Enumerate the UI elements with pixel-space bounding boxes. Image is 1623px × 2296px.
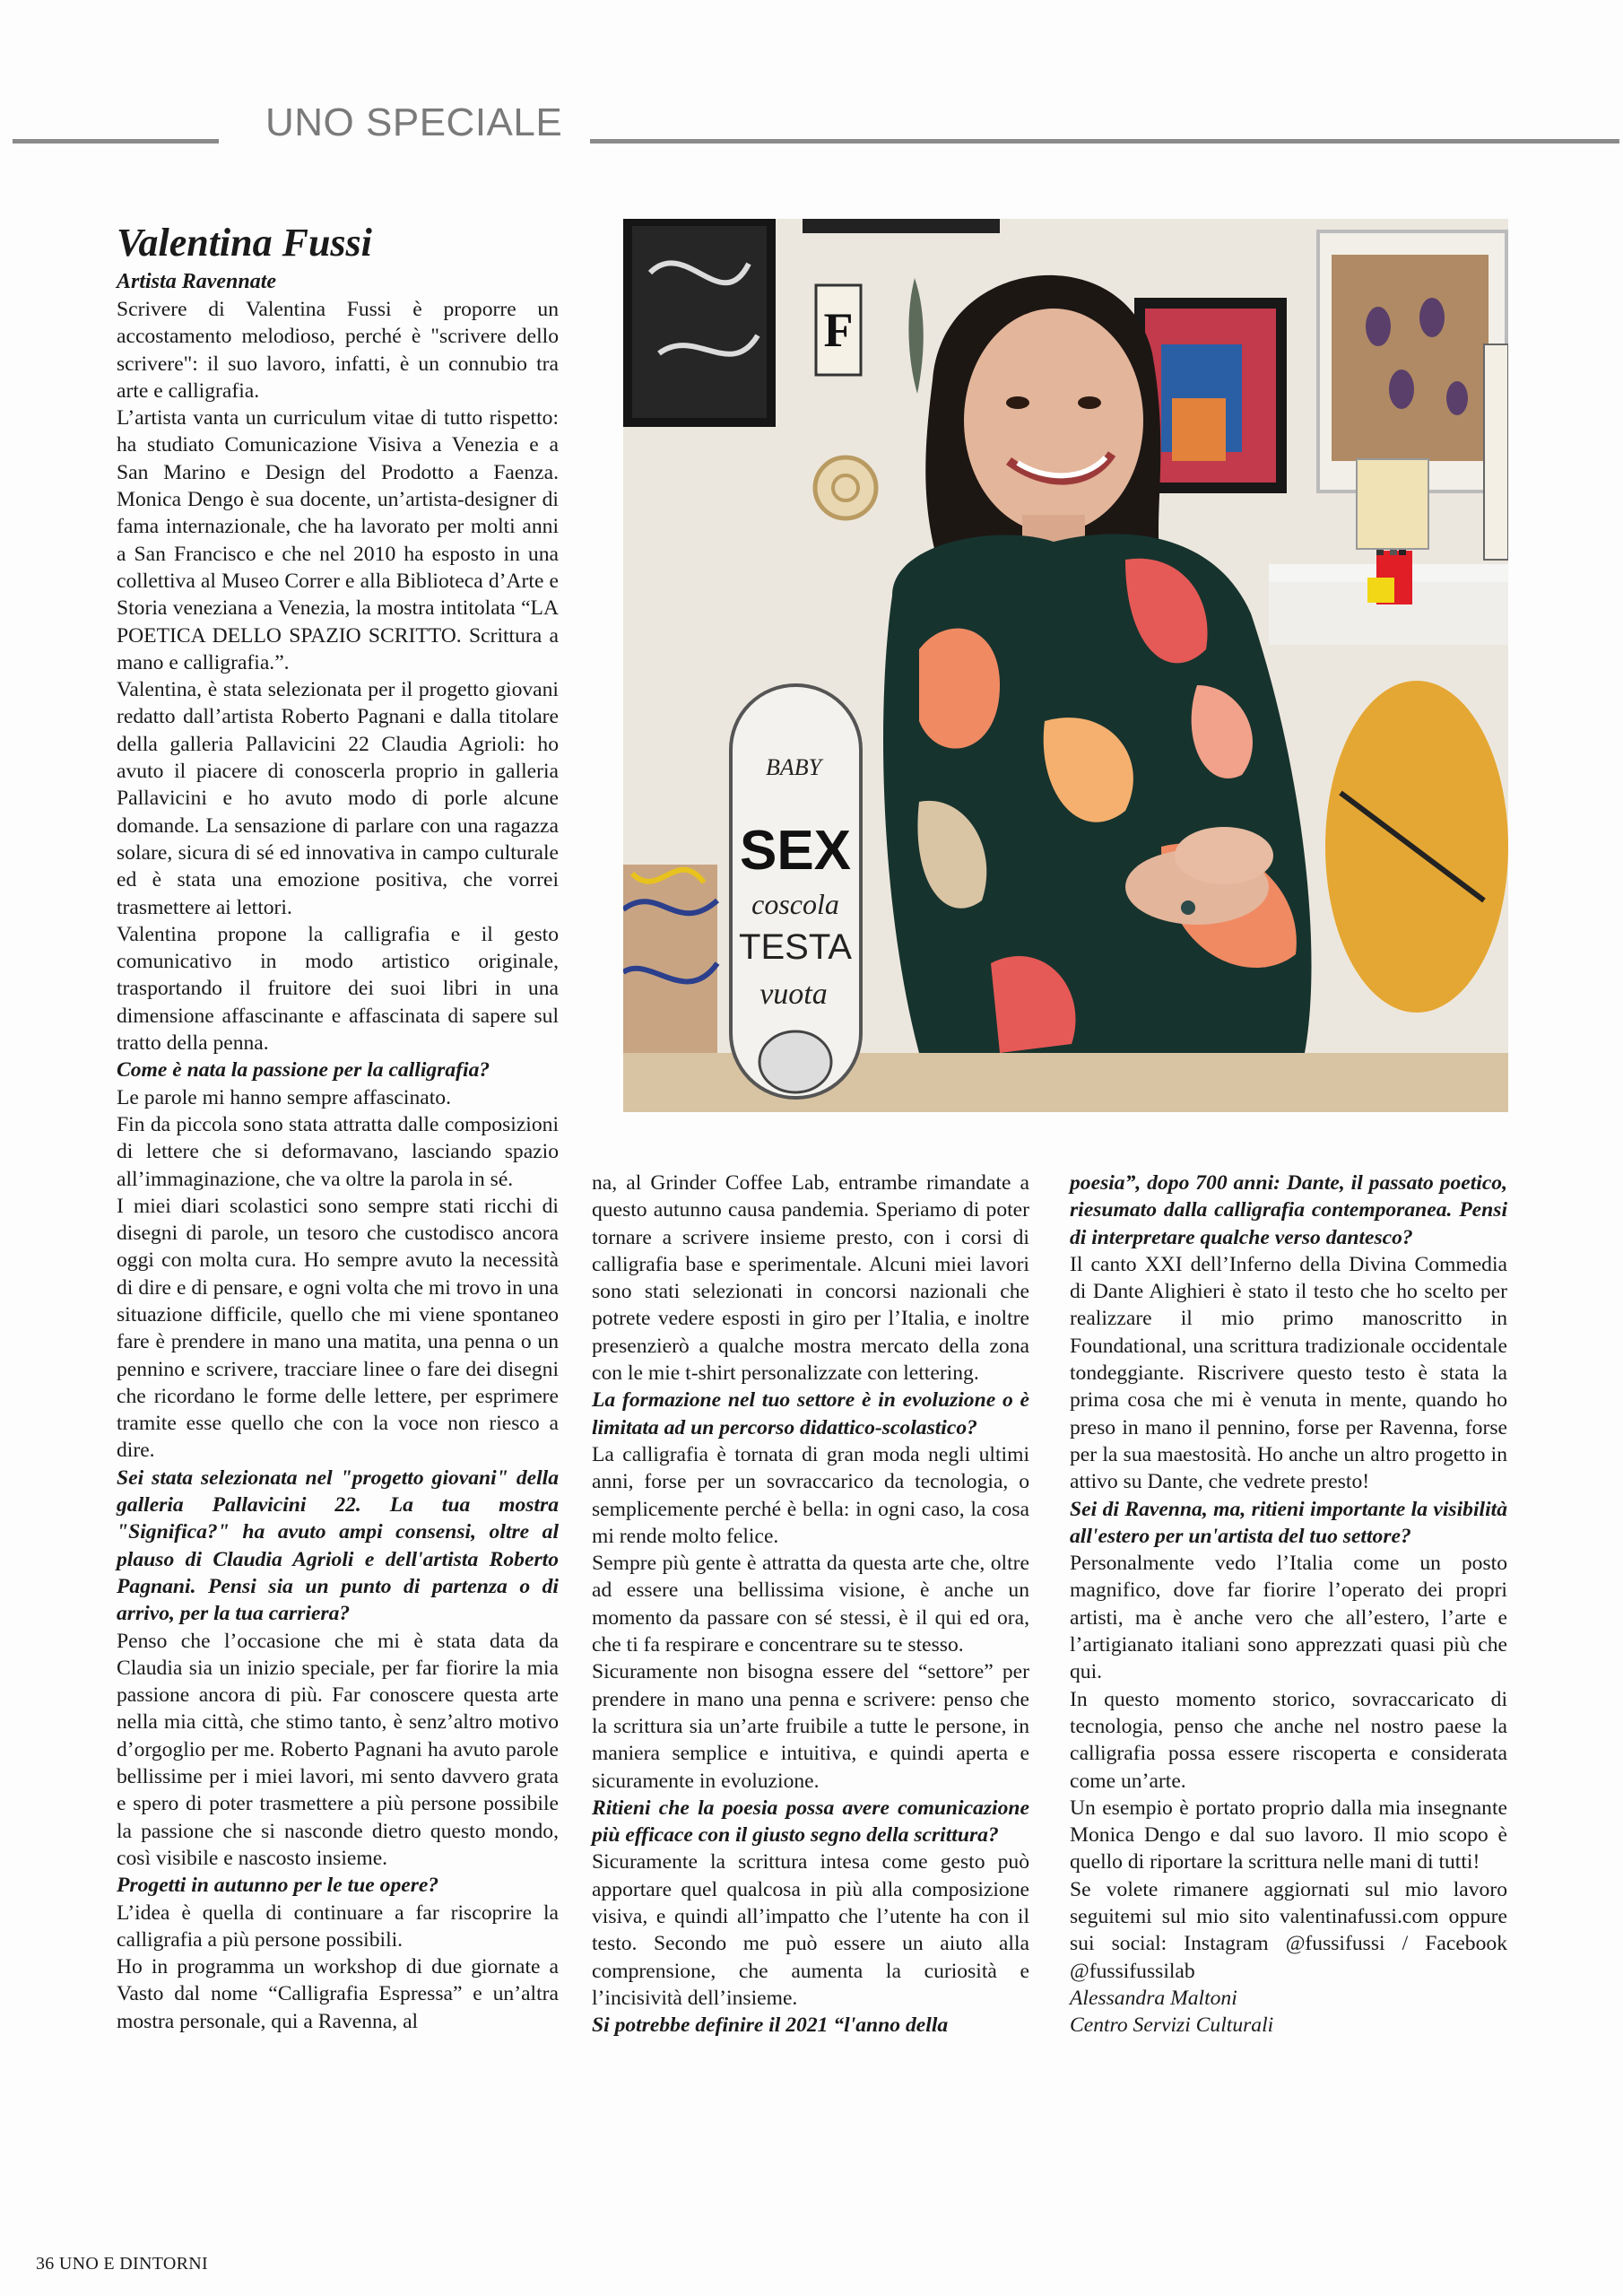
skateboard-text-3: coscola <box>751 888 839 920</box>
author-signature: Centro Servizi Culturali <box>1070 2013 1274 2038</box>
body-paragraph: na, al Grinder Coffee Lab, entrambe rimandate a questo autunno causa pandemia. Speriamo di poter tornare a scrivere insieme presto, con i corsi di calligrafia base e sperimentale. Alcuni miei lavori sono stati selezionati in concorsi nazionali che potrete vedere esposti in giro per l’Italia, e inoltre presenzierò a qualche mostra mercato della zona con le mie t-shirt personalizzate con lettering. <box>592 1171 1029 1386</box>
body-paragraph: Ho in programma un workshop di due giornate a Vasto dal nome “Calligrafia Espressa” e un’altra mostra personale, qui a Ravenna, al <box>117 1955 559 2033</box>
body-paragraph: Le parole mi hanno sempre affascinato. <box>117 1085 451 1109</box>
body-paragraph: Valentina propone la calligrafia e il gesto comunicativo in modo artistico originale, trasportando il fruitore dei suoi libri in una dimensione affascinante e affascinata di sapere sul tratto della penna. <box>117 922 559 1056</box>
body-paragraph: Fin da piccola sono stata attratta dalle composizioni di lettere che si deformavano, lasciando spazio all’immaginazione, che va oltre la parola in sé. <box>117 1112 559 1191</box>
skateboard-text-4: TESTA <box>739 927 852 967</box>
framed-artwork-left <box>623 219 776 427</box>
body-paragraph: I miei diari scolastici sono sempre stati ricchi di disegni di parole, un tesoro che custodisco ancora oggi con molta cura. Ho sempre avuto la necessità di dire e di pensare, e ogni volta che mi trovo in una situazione difficile, quello che mi viene spontaneo fare è prendere in mano una matita, una penna o un pennino e scrivere, tracciare linee o fare dei disegni che ricordano le forme delle lettere, per esprimere tramite esse quello che con la voce non riesco a dire. <box>117 1194 559 1463</box>
body-paragraph: Valentina, è stata selezionata per il progetto giovani redatto dall’artista Roberto Pagnani e dalla titolare della galleria Pallavicini 22 Claudia Agrioli: ho avuto il piacere di conoscerla proprio in galleria Pallavicini e ho avuto modo di porle alcune domande. La sensazione di parlare con una ragazza solare, sicura di sé ed innovativa in campo culturale ed è stata una emozione positiva, che vorrei trasmettere ai lettori. <box>117 678 559 919</box>
artist-photo <box>623 219 1508 1112</box>
interview-question: La formazione nel tuo settore è in evoluzione o è limitata ad un percorso didattico-scolastico? <box>592 1388 1029 1439</box>
page-footer: 36 UNO E DINTORNI <box>36 2254 208 2274</box>
body-paragraph: L’artista vanta un curriculum vitae di tutto rispetto: ha studiato Comunicazione Visiva a Venezia e a San Marino e Design del Prodotto a Faenza. Monica Dengo è sua docente, un’artista-designer di fama internazionale, che ha lavorato per molti anni a San Francisco e che nel 2010 ha esposto in una collettiva al Museo Correr e alla Biblioteca d’Arte e Storia veneziana a Venezia, la mostra intitolata “LA POETICA DELLO SPAZIO SCRITTO. Scrittura a mano e calligrafia.”. <box>117 406 559 674</box>
letter-tile-text: F <box>823 303 854 357</box>
body-paragraph: Se volete rimanere aggiornati sul mio lavoro seguitemi sul mio sito valentinafussi.com oppure sui social: Instagram @fussifussi / Facebook @fussifussilab <box>1070 1877 1507 1983</box>
article-column-2 <box>592 1170 1029 2039</box>
article-column-1 <box>117 219 559 2035</box>
body-paragraph: Scrivere di Valentina Fussi è proporre un accostamento melodioso, perché è "scrivere dello scrivere": il suo lavoro, infatti, è un connubio tra arte e calligrafia. <box>117 298 559 403</box>
article-column-3 <box>1070 1170 1507 2039</box>
body-paragraph: Un esempio è portato proprio dalla mia insegnante Monica Dengo e dal suo lavoro. Il mio scopo è quello di riportare la scrittura nelle mani di tutti! <box>1070 1796 1507 1874</box>
skateboard-text-1: BABY <box>765 754 822 780</box>
framed-artwork-beetles <box>1318 231 1506 491</box>
article-title: Valentina Fussi <box>117 221 372 265</box>
skateboard-artwork <box>731 685 861 1098</box>
header-rule-right <box>590 139 1619 144</box>
body-paragraph: Sicuramente la scrittura intesa come gesto può apportare quel qualcosa in più alla composizione visiva, e quindi all’impatto che l’utente ha con il testo. Secondo me può essere un aiuto alla comprensione, che aumenta la curiosità e l’incisività dell’insieme. <box>592 1850 1029 2010</box>
interview-question: Ritieni che la poesia possa avere comunicazione più efficace con il giusto segno della scrittura? <box>592 1796 1029 1848</box>
body-paragraph: L’idea è quella di continuare a far riscoprire la calligrafia a più persone possibili. <box>117 1900 559 1952</box>
author-signature: Alessandra Maltoni <box>1070 1986 1237 2010</box>
header-rule-left <box>13 139 219 144</box>
interview-question: Sei stata selezionata nel "progetto giovani" della galleria Pallavicini 22. La tua mostra "Significa?" ha avuto ampi consensi, oltre al plauso di Claudia Agrioli e dell'artista Roberto Pagnani. Pensi sia un punto di partenza o di arrivo, per la tua carriera? <box>117 1465 559 1626</box>
section-title: UNO SPECIALE <box>265 100 563 144</box>
interview-question: Sei di Ravenna, ma, ritieni importante la visibilità all'estero per un'artista del tuo settore? <box>1070 1497 1507 1548</box>
body-paragraph: Sempre più gente è attratta da questa arte che, oltre ad essere una bellissima visione, è anche un momento da passare con sé stessi, è il qui ed ora, che ti fa respirare e concentrare su te stesso. <box>592 1552 1029 1657</box>
skateboard-text-2: SEX <box>739 820 852 882</box>
body-paragraph: La calligrafia è tornata di gran moda negli ultimi anni, forse per un sovraccarico da tecnologia, o semplicemente perché è bella: in ogni caso, la cosa mi rende molto felice. <box>592 1442 1029 1548</box>
interview-question: Si potrebbe definire il 2021 “l'anno della <box>592 2013 949 2038</box>
body-paragraph: Penso che l’occasione che mi è stata data da Claudia sia un inizio speciale, per far fiorire la mia passione ancora di più. Far conoscere questa arte nella mia città, che stimo tanto, è senz’altro motivo d’orgoglio per me. Roberto Pagnani ha avuto parole bellissime per i miei lavori, mi sento davvero grata e spero di poter trasmettere a più persone possibile la passione che si nasconde dietro questo mondo, così visibile e nascosto insieme. <box>117 1629 559 1870</box>
body-paragraph: Il canto XXI dell’Inferno della Divina Commedia di Dante Alighieri è stato il testo che ho scelto per realizzare il mio primo manoscritto in Foundational, una scrittura tradizionale occidentale tondeggiante. Riscrivere questo testo è stata la prima cosa che mi è venuta in mente, quando ho preso in mano il pennino, forse per Ravenna, forse per la sua maestosità. Ho anche un altro progetto in attivo su Dante, che vedrete presto! <box>1070 1252 1507 1494</box>
interview-question: poesia”, dopo 700 anni: Dante, il passato poetico, riesumato dalla calligrafia contemporanea. Pensi di interpretare qualche verso dantesco? <box>1070 1171 1507 1249</box>
body-paragraph: Sicuramente non bisogna essere del “settore” per prendere in mano una penna e scrivere: penso che la scrittura sia un’arte fruibile a tutte le persone, in maniera semplice e intuitiva, e quindi aperta e sicuramente in evoluzione. <box>592 1660 1029 1793</box>
body-paragraph: Personalmente vedo l’Italia come un posto magnifico, dove far fiorire l’operato dei propri artisti, ma è anche vero che all’estero, l’arte e l’artigianato italiani sono apprezzati quasi più che qui. <box>1070 1552 1507 1684</box>
interview-question: Come è nata la passione per la calligrafia? <box>117 1058 490 1083</box>
body-paragraph: In questo momento storico, sovraccaricato di tecnologia, penso che anche nel nostro paese la calligrafia possa essere riscoperta e considerata come un’arte. <box>1070 1687 1507 1793</box>
interview-question: Progetti in autunno per le tue opere? <box>117 1874 439 1898</box>
article-subtitle: Artista Ravennate <box>117 270 277 293</box>
skateboard-text-5: vuota <box>759 978 828 1011</box>
letter-tile <box>816 285 861 375</box>
